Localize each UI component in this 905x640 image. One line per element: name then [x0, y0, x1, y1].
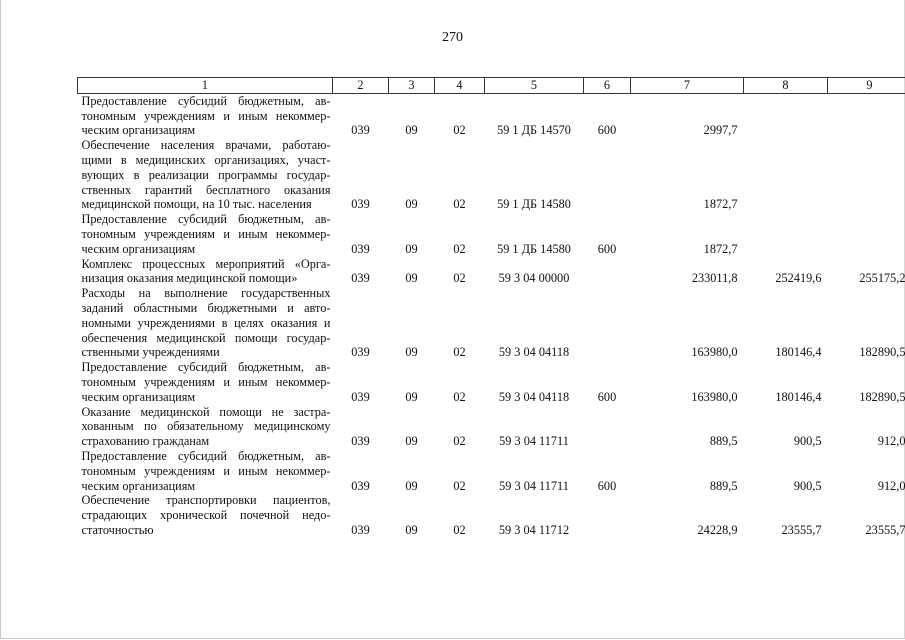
- column-3-value: 09: [405, 345, 418, 360]
- description-line: медицинской помощи, на 10 тыс. населения: [81, 197, 312, 212]
- budget-code: 59 3 04 04118: [498, 389, 570, 404]
- budget-code: 59 1 ДБ 14580: [497, 241, 571, 256]
- column-2-value: 039: [351, 478, 370, 493]
- column-4-value: 02: [453, 241, 466, 256]
- table-header-row: [78, 78, 905, 94]
- amount-col9: 182890,5: [859, 345, 905, 360]
- budget-table: [77, 77, 905, 538]
- column-3-value: 09: [405, 522, 418, 537]
- description-line: номными учреждениями в целях оказания и: [81, 315, 331, 330]
- column-header-1: 1: [78, 78, 333, 94]
- row-description: [78, 360, 333, 404]
- column-header-9: 9: [828, 78, 905, 94]
- column-4-value: 02: [453, 478, 466, 493]
- expense-type-code: [584, 405, 631, 449]
- column-2-value: 039: [351, 271, 370, 286]
- description-line: вующих в реализации программы государ-: [81, 167, 331, 182]
- column-2-value: 039: [351, 522, 370, 537]
- description-line: ственных гарантий бесплатного оказания: [81, 182, 331, 197]
- column-4-value: 02: [453, 197, 466, 212]
- amount-col8: 180146,4: [775, 345, 822, 360]
- amount-col7: 889,5: [709, 434, 738, 449]
- amount-col8: 900,5: [793, 434, 822, 449]
- amount-col9: 23555,7: [865, 522, 905, 537]
- table-row: [78, 212, 905, 256]
- amount-col8: 900,5: [793, 478, 822, 493]
- row-description: [78, 212, 333, 256]
- amount-col7: 233011,8: [691, 271, 738, 286]
- column-3-value: 09: [405, 434, 418, 449]
- column-2-value: 039: [351, 241, 370, 256]
- table-row: [78, 286, 905, 360]
- description-line: обеспечения медицинской помощи государ-: [81, 330, 331, 345]
- row-description: [78, 257, 333, 287]
- column-header-2: 2: [333, 78, 389, 94]
- column-3-value: 09: [405, 389, 418, 404]
- amount-col8: [744, 93, 828, 138]
- amount-col8: 23555,7: [781, 522, 822, 537]
- description-line: страдающих хронической почечной недо-: [81, 508, 331, 523]
- column-4-value: 02: [453, 345, 466, 360]
- description-line: ственными учреждениями: [81, 345, 220, 360]
- table-row: [78, 493, 905, 537]
- column-4-value: 02: [453, 522, 466, 537]
- column-2-value: 039: [351, 389, 370, 404]
- description-line: статочностью: [81, 522, 154, 537]
- description-line: тономным учреждениям и иным некоммер-: [81, 374, 331, 389]
- table-row: [78, 405, 905, 449]
- column-header-6: 6: [584, 78, 631, 94]
- table-row: [78, 360, 905, 404]
- column-header-3: 3: [389, 78, 435, 94]
- amount-col9: 912,0: [877, 434, 905, 449]
- amount-col9: [828, 212, 905, 256]
- description-line: Предоставление субсидий бюджетным, ав-: [81, 212, 331, 227]
- description-line: хованным по обязательному медицинскому: [81, 419, 331, 434]
- column-3-value: 09: [405, 123, 418, 138]
- budget-code: 59 1 ДБ 14580: [497, 197, 571, 212]
- description-line: тономным учреждениям и иным некоммер-: [81, 226, 331, 241]
- description-line: Предоставление субсидий бюджетным, ав-: [81, 93, 331, 108]
- table-row: [78, 93, 905, 138]
- column-2-value: 039: [351, 345, 370, 360]
- amount-col7: 163980,0: [691, 345, 738, 360]
- budget-code: 59 3 04 11711: [499, 434, 569, 449]
- column-2-value: 039: [351, 434, 370, 449]
- budget-code: 59 3 04 00000: [498, 271, 570, 286]
- column-4-value: 02: [453, 271, 466, 286]
- amount-col8: [744, 138, 828, 212]
- expense-type-code: [584, 286, 631, 360]
- description-line: Комплекс процессных мероприятий «Орга-: [81, 256, 331, 271]
- column-header-7: 7: [631, 78, 744, 94]
- description-line: ческим организациям: [81, 123, 196, 138]
- column-2-value: 039: [351, 123, 370, 138]
- expense-type-code: 600: [597, 389, 617, 404]
- amount-col7: 889,5: [709, 478, 738, 493]
- amount-col8: 252419,6: [775, 271, 822, 286]
- column-4-value: 02: [453, 123, 466, 138]
- row-description: [78, 405, 333, 449]
- description-line: ческим организациям: [81, 241, 196, 256]
- description-line: Обеспечение населения врачами, работаю-: [81, 138, 331, 153]
- column-2-value: 039: [351, 197, 370, 212]
- description-line: страхованию гражданам: [81, 434, 210, 449]
- table-row: [78, 449, 905, 493]
- amount-col9: [828, 93, 905, 138]
- description-line: Предоставление субсидий бюджетным, ав-: [81, 360, 331, 375]
- column-header-4: 4: [435, 78, 485, 94]
- amount-col7: 163980,0: [691, 389, 738, 404]
- expense-type-code: [584, 493, 631, 537]
- column-3-value: 09: [405, 478, 418, 493]
- description-line: Расходы на выполнение государственных: [81, 286, 331, 301]
- description-line: низация оказания медицинской помощи»: [81, 271, 298, 286]
- description-line: Обеспечение транспортировки пациентов,: [81, 493, 331, 508]
- description-line: тономным учреждениям и иным некоммер-: [81, 463, 331, 478]
- page-number: 270: [442, 30, 463, 45]
- row-description: [78, 286, 333, 360]
- row-description: [78, 493, 333, 537]
- budget-code: 59 3 04 04118: [498, 345, 570, 360]
- row-description: [78, 138, 333, 212]
- description-line: ческим организациям: [81, 389, 196, 404]
- column-3-value: 09: [405, 271, 418, 286]
- row-description: [78, 93, 333, 138]
- column-3-value: 09: [405, 241, 418, 256]
- description-line: Предоставление субсидий бюджетным, ав-: [81, 448, 331, 463]
- column-header-8: 8: [744, 78, 828, 94]
- description-line: заданий областными бюджетными и авто-: [81, 300, 331, 315]
- budget-code: 59 3 04 11711: [499, 478, 569, 493]
- row-description: [78, 449, 333, 493]
- amount-col9: 912,0: [877, 478, 905, 493]
- amount-col8: [744, 212, 828, 256]
- amount-col7: 1872,7: [703, 241, 738, 256]
- column-header-5: 5: [485, 78, 584, 94]
- amount-col9: 255175,2: [859, 271, 905, 286]
- amount-col7: 24228,9: [697, 522, 738, 537]
- amount-col7: 2997,7: [703, 123, 738, 138]
- expense-type-code: 600: [597, 123, 617, 138]
- amount-col9: 182890,5: [859, 389, 905, 404]
- description-line: тономным учреждениям и иным некоммер-: [81, 108, 331, 123]
- expense-type-code: [584, 257, 631, 287]
- amount-col7: 1872,7: [703, 197, 738, 212]
- budget-code: 59 1 ДБ 14570: [497, 123, 571, 138]
- column-3-value: 09: [405, 197, 418, 212]
- description-line: щими в медицинских организациях, участ-: [81, 152, 331, 167]
- expense-type-code: [584, 138, 631, 212]
- expense-type-code: 600: [597, 241, 617, 256]
- table-row: [78, 138, 905, 212]
- table-row: [78, 257, 905, 287]
- amount-col9: [828, 138, 905, 212]
- amount-col8: 180146,4: [775, 389, 822, 404]
- description-line: ческим организациям: [81, 478, 196, 493]
- description-line: Оказание медицинской помощи не застра-: [81, 404, 331, 419]
- column-4-value: 02: [453, 389, 466, 404]
- budget-code: 59 3 04 11712: [498, 522, 570, 537]
- column-4-value: 02: [453, 434, 466, 449]
- expense-type-code: 600: [597, 478, 617, 493]
